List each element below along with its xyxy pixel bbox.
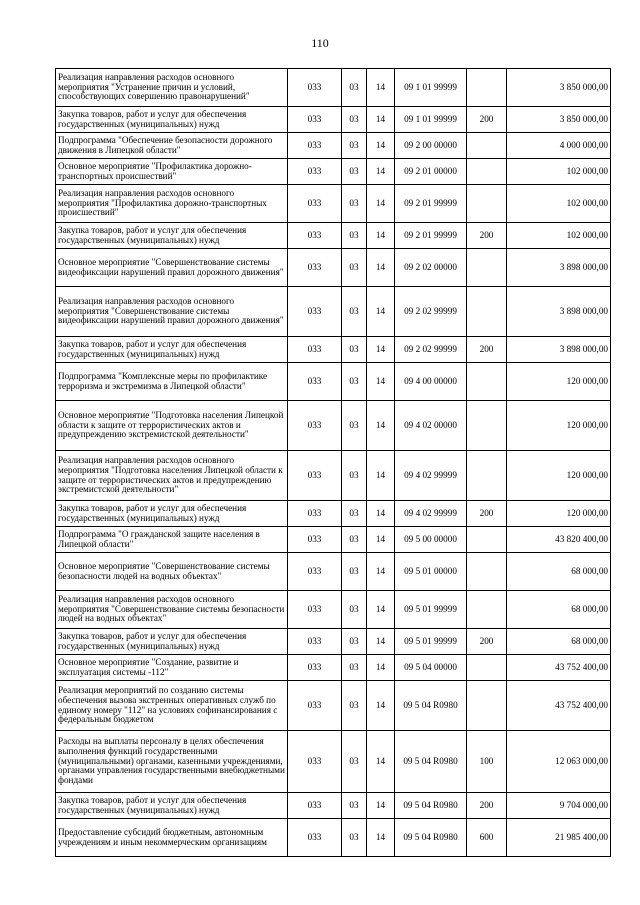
subsection-code: 14 bbox=[367, 451, 395, 501]
amount: 3 898 000,00 bbox=[507, 287, 611, 337]
ministry-code: 033 bbox=[288, 363, 342, 401]
subsection-code: 14 bbox=[367, 731, 395, 793]
ministry-code: 033 bbox=[288, 223, 342, 249]
amount: 120 000,00 bbox=[507, 451, 611, 501]
row-description: Основное мероприятие "Создание, развитие и эксплуатация системы -112" bbox=[56, 655, 288, 681]
ministry-code: 033 bbox=[288, 159, 342, 185]
subsection-code: 14 bbox=[367, 69, 395, 107]
table-row bbox=[56, 793, 611, 819]
expense-type: 200 bbox=[467, 629, 507, 655]
row-description: Реализация направления расходов основного мероприятия "Подготовка населения Липецкой области к защите от террористических актов и предупреждению экстремистской деятельности" bbox=[56, 451, 288, 501]
ministry-code: 033 bbox=[288, 819, 342, 857]
ministry-code: 033 bbox=[288, 553, 342, 591]
section-code: 03 bbox=[342, 629, 367, 655]
amount: 120 000,00 bbox=[507, 501, 611, 527]
table-row bbox=[56, 553, 611, 591]
page-number: 110 bbox=[311, 36, 329, 50]
ministry-code: 033 bbox=[288, 133, 342, 159]
budget-table bbox=[55, 68, 611, 857]
section-code: 03 bbox=[342, 107, 367, 133]
amount: 68 000,00 bbox=[507, 591, 611, 629]
table-row bbox=[56, 223, 611, 249]
row-description: Подпрограмма "Обеспечение безопасности дорожного движения в Липецкой области" bbox=[56, 133, 288, 159]
target-article: 09 4 02 99999 bbox=[395, 501, 467, 527]
subsection-code: 14 bbox=[367, 501, 395, 527]
row-description: Предоставление субсидий бюджетным, автономным учреждениям и иным некоммерческим организациям bbox=[56, 819, 288, 857]
expense-type: 600 bbox=[467, 819, 507, 857]
subsection-code: 14 bbox=[367, 553, 395, 591]
ministry-code: 033 bbox=[288, 629, 342, 655]
row-description: Закупка товаров, работ и услуг для обеспечения государственных (муниципальных) нужд bbox=[56, 223, 288, 249]
ministry-code: 033 bbox=[288, 185, 342, 223]
target-article: 09 1 01 99999 bbox=[395, 69, 467, 107]
ministry-code: 033 bbox=[288, 287, 342, 337]
amount: 3 898 000,00 bbox=[507, 337, 611, 363]
amount: 12 063 000,00 bbox=[507, 731, 611, 793]
section-code: 03 bbox=[342, 731, 367, 793]
section-code: 03 bbox=[342, 69, 367, 107]
ministry-code: 033 bbox=[288, 451, 342, 501]
row-description: Расходы на выплаты персоналу в целях обеспечения выполнения функций государственными (муниципальными) органами, казенными учреждениями, органами управления государственными внебюджетными фондами bbox=[56, 731, 288, 793]
expense-type bbox=[467, 401, 507, 451]
section-code: 03 bbox=[342, 527, 367, 553]
amount: 102 000,00 bbox=[507, 159, 611, 185]
amount: 3 850 000,00 bbox=[507, 107, 611, 133]
section-code: 03 bbox=[342, 401, 367, 451]
section-code: 03 bbox=[342, 793, 367, 819]
expense-type: 200 bbox=[467, 337, 507, 363]
section-code: 03 bbox=[342, 451, 367, 501]
target-article: 09 5 04 R0980 bbox=[395, 793, 467, 819]
expense-type bbox=[467, 185, 507, 223]
amount: 102 000,00 bbox=[507, 223, 611, 249]
amount: 120 000,00 bbox=[507, 363, 611, 401]
expense-type bbox=[467, 553, 507, 591]
subsection-code: 14 bbox=[367, 249, 395, 287]
row-description: Реализация направления расходов основного мероприятия "Профилактика дорожно-транспортных происшествий" bbox=[56, 185, 288, 223]
table-row bbox=[56, 401, 611, 451]
subsection-code: 14 bbox=[367, 223, 395, 249]
target-article: 09 5 04 R0980 bbox=[395, 819, 467, 857]
section-code: 03 bbox=[342, 591, 367, 629]
row-description: Реализация направления расходов основного мероприятия "Совершенствование системы безопасности людей на водных объектах" bbox=[56, 591, 288, 629]
expense-type: 200 bbox=[467, 223, 507, 249]
table-row bbox=[56, 249, 611, 287]
row-description: Основное мероприятие "Совершенствование системы безопасности людей на водных объектах" bbox=[56, 553, 288, 591]
target-article: 09 4 02 99999 bbox=[395, 451, 467, 501]
amount: 43 820 400,00 bbox=[507, 527, 611, 553]
section-code: 03 bbox=[342, 655, 367, 681]
table-row bbox=[56, 629, 611, 655]
section-code: 03 bbox=[342, 287, 367, 337]
expense-type bbox=[467, 133, 507, 159]
amount: 9 704 000,00 bbox=[507, 793, 611, 819]
row-description: Основное мероприятие "Совершенствование системы видеофиксации нарушений правил дорожного движения" bbox=[56, 249, 288, 287]
target-article: 09 5 04 R0980 bbox=[395, 681, 467, 731]
target-article: 09 5 01 99999 bbox=[395, 591, 467, 629]
ministry-code: 033 bbox=[288, 731, 342, 793]
table-row bbox=[56, 451, 611, 501]
row-description: Закупка товаров, работ и услуг для обеспечения государственных (муниципальных) нужд bbox=[56, 337, 288, 363]
target-article: 09 1 01 99999 bbox=[395, 107, 467, 133]
amount: 3 850 000,00 bbox=[507, 69, 611, 107]
subsection-code: 14 bbox=[367, 655, 395, 681]
subsection-code: 14 bbox=[367, 819, 395, 857]
target-article: 09 5 04 R0980 bbox=[395, 731, 467, 793]
subsection-code: 14 bbox=[367, 133, 395, 159]
expense-type: 200 bbox=[467, 501, 507, 527]
expense-type bbox=[467, 681, 507, 731]
subsection-code: 14 bbox=[367, 401, 395, 451]
row-description: Основное мероприятие "Подготовка населения Липецкой области к защите от террористических актов и предупреждению экстремистской деятельности" bbox=[56, 401, 288, 451]
section-code: 03 bbox=[342, 185, 367, 223]
ministry-code: 033 bbox=[288, 401, 342, 451]
table-row bbox=[56, 681, 611, 731]
expense-type bbox=[467, 69, 507, 107]
table-row bbox=[56, 107, 611, 133]
table-row bbox=[56, 527, 611, 553]
row-description: Подпрограмма "Комплексные меры по профилактике терроризма и экстремизма в Липецкой области" bbox=[56, 363, 288, 401]
ministry-code: 033 bbox=[288, 249, 342, 287]
target-article: 09 5 01 00000 bbox=[395, 553, 467, 591]
expense-type bbox=[467, 451, 507, 501]
amount: 43 752 400,00 bbox=[507, 681, 611, 731]
subsection-code: 14 bbox=[367, 629, 395, 655]
section-code: 03 bbox=[342, 337, 367, 363]
target-article: 09 4 00 00000 bbox=[395, 363, 467, 401]
target-article: 09 5 01 99999 bbox=[395, 629, 467, 655]
expense-type bbox=[467, 159, 507, 185]
expense-type: 200 bbox=[467, 793, 507, 819]
amount: 68 000,00 bbox=[507, 629, 611, 655]
table-row bbox=[56, 501, 611, 527]
section-code: 03 bbox=[342, 159, 367, 185]
ministry-code: 033 bbox=[288, 69, 342, 107]
row-description: Реализация мероприятий по созданию системы обеспечения вызова экстренных оперативных служб по единому номеру "112" на условиях софинансирования с федеральным бюджетом bbox=[56, 681, 288, 731]
expense-type: 200 bbox=[467, 107, 507, 133]
section-code: 03 bbox=[342, 249, 367, 287]
table-row bbox=[56, 133, 611, 159]
ministry-code: 033 bbox=[288, 681, 342, 731]
row-description: Основное мероприятие "Профилактика дорожно-транспортных происшествий" bbox=[56, 159, 288, 185]
amount: 68 000,00 bbox=[507, 553, 611, 591]
section-code: 03 bbox=[342, 501, 367, 527]
ministry-code: 033 bbox=[288, 107, 342, 133]
table-row bbox=[56, 591, 611, 629]
table-row bbox=[56, 655, 611, 681]
ministry-code: 033 bbox=[288, 591, 342, 629]
expense-type bbox=[467, 363, 507, 401]
amount: 43 752 400,00 bbox=[507, 655, 611, 681]
row-description: Реализация направления расходов основного мероприятия "Совершенствование системы видеофиксации нарушений правил дорожного движения" bbox=[56, 287, 288, 337]
expense-type bbox=[467, 249, 507, 287]
ministry-code: 033 bbox=[288, 501, 342, 527]
row-description: Закупка товаров, работ и услуг для обеспечения государственных (муниципальных) нужд bbox=[56, 107, 288, 133]
section-code: 03 bbox=[342, 553, 367, 591]
row-description: Реализация направления расходов основного мероприятия "Устранение причин и условий, способствующих совершению правонарушений" bbox=[56, 69, 288, 107]
section-code: 03 bbox=[342, 819, 367, 857]
table-row bbox=[56, 819, 611, 857]
expense-type bbox=[467, 591, 507, 629]
target-article: 09 2 01 99999 bbox=[395, 185, 467, 223]
amount: 21 985 400,00 bbox=[507, 819, 611, 857]
table-row bbox=[56, 159, 611, 185]
expense-type bbox=[467, 287, 507, 337]
subsection-code: 14 bbox=[367, 337, 395, 363]
subsection-code: 14 bbox=[367, 185, 395, 223]
amount: 120 000,00 bbox=[507, 401, 611, 451]
target-article: 09 2 00 00000 bbox=[395, 133, 467, 159]
target-article: 09 4 02 00000 bbox=[395, 401, 467, 451]
subsection-code: 14 bbox=[367, 107, 395, 133]
table-row bbox=[56, 69, 611, 107]
subsection-code: 14 bbox=[367, 363, 395, 401]
section-code: 03 bbox=[342, 133, 367, 159]
target-article: 09 2 02 99999 bbox=[395, 287, 467, 337]
expense-type: 100 bbox=[467, 731, 507, 793]
table-body bbox=[56, 69, 611, 857]
amount: 4 000 000,00 bbox=[507, 133, 611, 159]
section-code: 03 bbox=[342, 681, 367, 731]
section-code: 03 bbox=[342, 363, 367, 401]
expense-type bbox=[467, 655, 507, 681]
target-article: 09 2 01 00000 bbox=[395, 159, 467, 185]
table-row bbox=[56, 185, 611, 223]
subsection-code: 14 bbox=[367, 159, 395, 185]
ministry-code: 033 bbox=[288, 527, 342, 553]
subsection-code: 14 bbox=[367, 681, 395, 731]
section-code: 03 bbox=[342, 223, 367, 249]
subsection-code: 14 bbox=[367, 793, 395, 819]
ministry-code: 033 bbox=[288, 793, 342, 819]
table-row bbox=[56, 731, 611, 793]
table-row bbox=[56, 287, 611, 337]
target-article: 09 2 02 00000 bbox=[395, 249, 467, 287]
target-article: 09 2 01 99999 bbox=[395, 223, 467, 249]
expense-type bbox=[467, 527, 507, 553]
target-article: 09 2 02 99999 bbox=[395, 337, 467, 363]
subsection-code: 14 bbox=[367, 527, 395, 553]
subsection-code: 14 bbox=[367, 287, 395, 337]
target-article: 09 5 04 00000 bbox=[395, 655, 467, 681]
row-description: Закупка товаров, работ и услуг для обеспечения государственных (муниципальных) нужд bbox=[56, 501, 288, 527]
row-description: Подпрограмма "О гражданской защите населения в Липецкой области" bbox=[56, 527, 288, 553]
amount: 102 000,00 bbox=[507, 185, 611, 223]
row-description: Закупка товаров, работ и услуг для обеспечения государственных (муниципальных) нужд bbox=[56, 793, 288, 819]
row-description: Закупка товаров, работ и услуг для обеспечения государственных (муниципальных) нужд bbox=[56, 629, 288, 655]
table-row bbox=[56, 337, 611, 363]
table-row bbox=[56, 363, 611, 401]
ministry-code: 033 bbox=[288, 655, 342, 681]
amount: 3 898 000,00 bbox=[507, 249, 611, 287]
subsection-code: 14 bbox=[367, 591, 395, 629]
target-article: 09 5 00 00000 bbox=[395, 527, 467, 553]
ministry-code: 033 bbox=[288, 337, 342, 363]
